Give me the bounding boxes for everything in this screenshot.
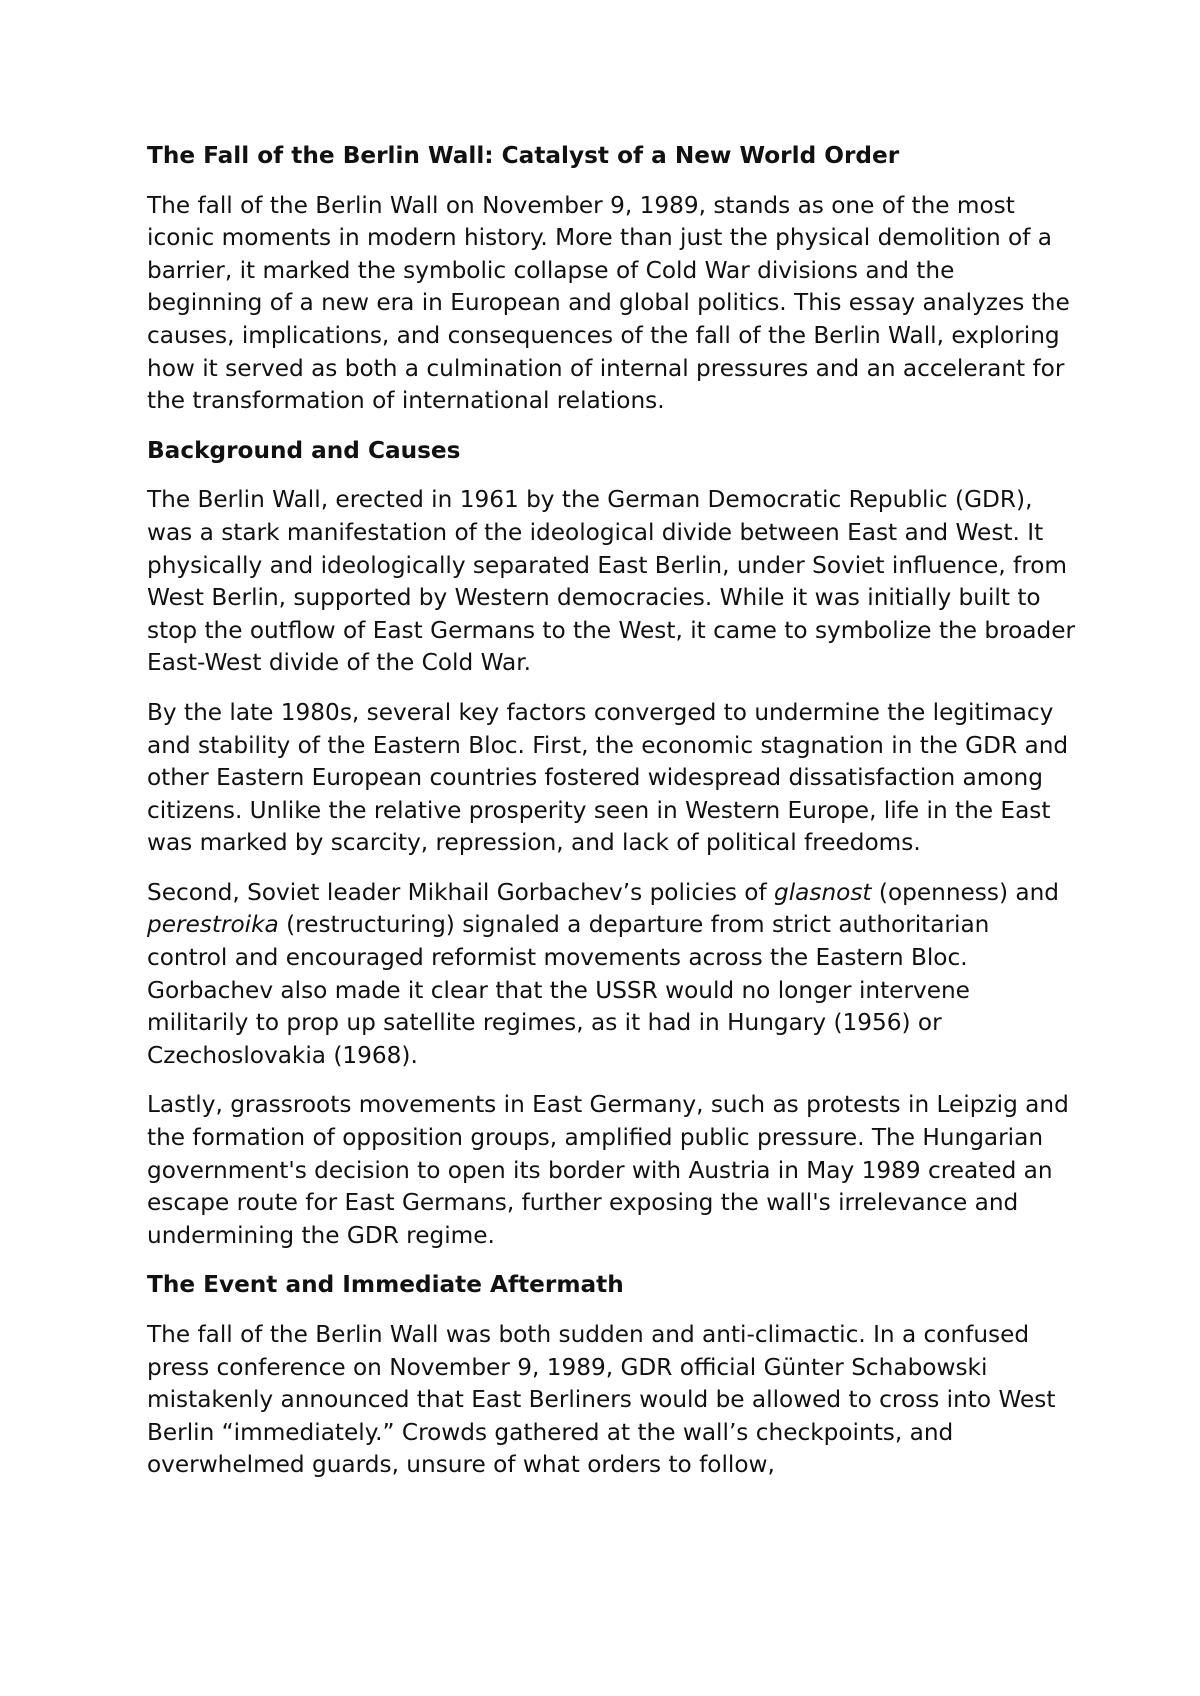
text-run: (openness) and <box>871 878 1059 906</box>
term-perestroika: perestroika <box>147 911 279 939</box>
document-title: The Fall of the Berlin Wall: Catalyst of a New World Order <box>147 142 900 169</box>
text-run: Second, Soviet leader Mikhail Gorbachev’s policies of <box>147 878 775 906</box>
intro-paragraph: The fall of the Berlin Wall on November 9, 1989, stands as one of the most iconic moments in modern history. More than just the physical demolition of a barrier, it marked the symbolic collapse of Cold War divisions and the beginning of a new era in European and global politics. This essay analyzes the causes, implications, and consequences of the fall of the Berlin Wall, exploring how it served as both a culmination of internal pressures and an accelerant for the transformation of international relations. <box>147 191 1070 415</box>
paragraph-grassroots: Lastly, grassroots movements in East Germany, such as protests in Leipzig and the formation of opposition groups, amplified public pressure. The Hungarian government's decision to open its border with Austria in May 1989 created an escape route for East Germans, further exposing the wall's irrelevance and undermining the GDR regime. <box>147 1091 1069 1249</box>
paragraph-gorbachev <box>147 877 1077 1073</box>
term-glasnost: glasnost <box>774 878 872 906</box>
paragraph-wall-erection: The Berlin Wall, erected in 1961 by the German Democratic Republic (GDR), was a stark manifestation of the ideological divide between East and West. It physically and ideologically separated East Berlin, under Soviet influence, from West Berlin, supported by Western democracies. While it was initially built to stop the outflow of East Germans to the West, it came to symbolize the broader East-West divide of the Cold War. <box>147 486 1076 677</box>
paragraph-event: The fall of the Berlin Wall was both sudden and anti-climactic. In a confused press conference on November 9, 1989, GDR official Günter Schabowski mistakenly announced that East Berliners would be allowed to cross into West Berlin “immediately.” Crowds gathered at the wall’s checkpoints, and overwhelmed guards, unsure of what orders to follow, <box>147 1321 1056 1479</box>
paragraph-key-factors: By the late 1980s, several key factors converged to undermine the legitimacy and stability of the Eastern Bloc. First, the economic stagnation in the GDR and other Eastern European countries fostered widespread dissatisfaction among citizens. Unlike the relative prosperity seen in Western Europe, life in the East was marked by scarcity, repression, and lack of political freedoms. <box>147 698 1069 857</box>
section-heading-event: The Event and Immediate Aftermath <box>147 1271 624 1299</box>
text-run: (restructuring) signaled a departure from strict authoritarian control and encouraged reformist movements across the Eastern Bloc. Gorbachev also made it clear that the USSR would no longer intervene militarily to prop up satellite regimes, as it had in Hungary (1956) or Czechoslovakia (1968). <box>147 911 990 1069</box>
section-heading-background: Background and Causes <box>147 436 461 464</box>
document-page <box>147 140 1077 1499</box>
